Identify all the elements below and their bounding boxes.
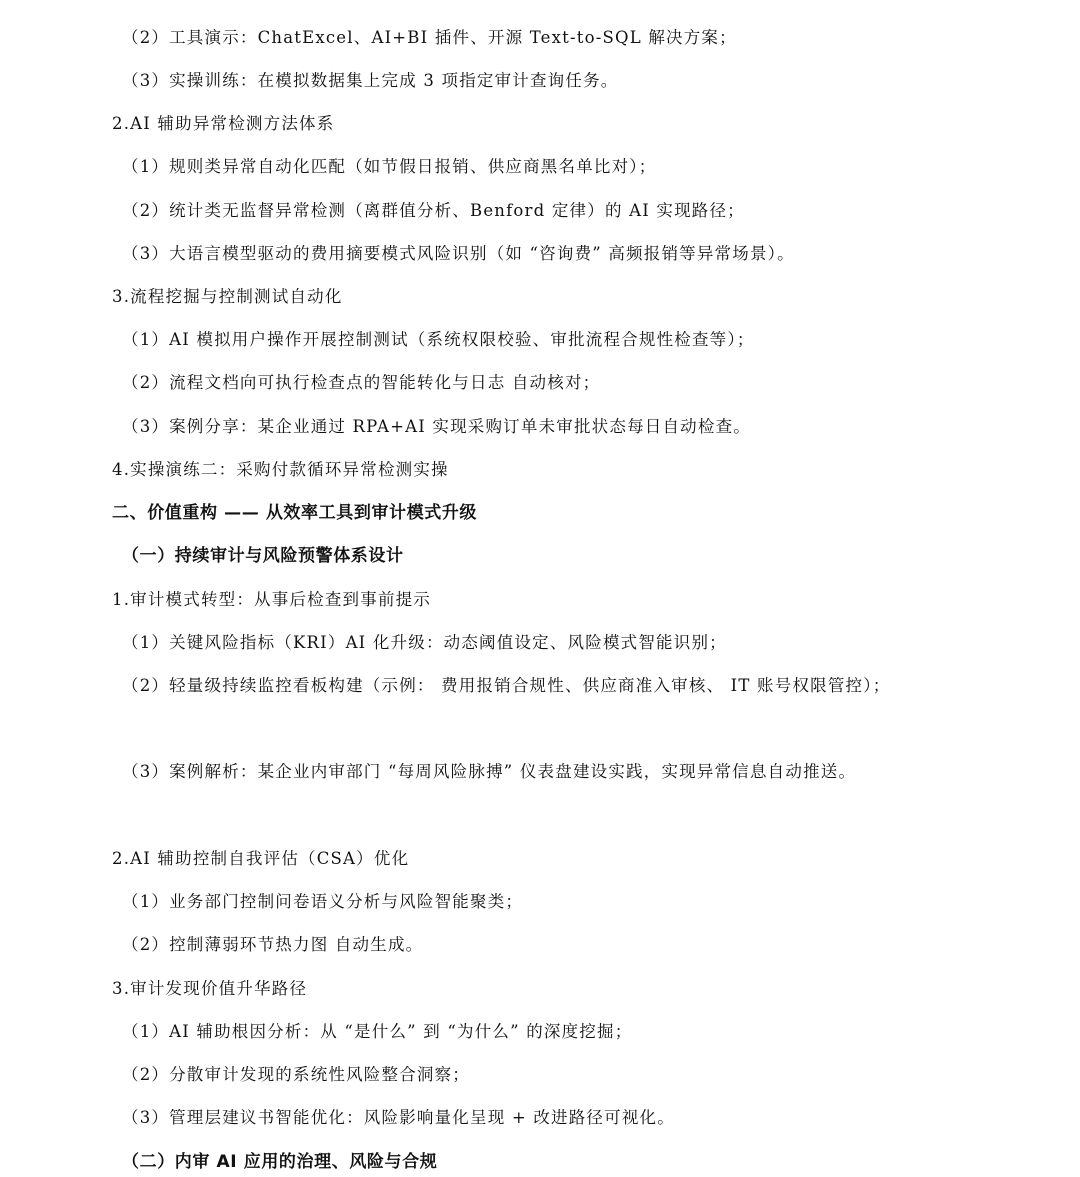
text-line: （1）AI 模拟用户操作开展控制测试（系统权限校验、审批流程合规性检查等）； <box>122 330 755 349</box>
text-line: （2）流程文档向可执行检查点的智能转化与日志 自动核对； <box>122 373 601 392</box>
text-line: （1）规则类异常自动化匹配（如节假日报销、供应商黑名单比对）； <box>122 157 657 176</box>
section-heading: 3.审计发现价值升华路径 <box>112 979 308 998</box>
section-heading: 2.AI 辅助异常检测方法体系 <box>112 114 335 133</box>
chapter-heading: 二、价值重构 —— 从效率工具到审计模式升级 <box>112 503 478 523</box>
text-line: （1）关键风险指标（KRI）AI 化升级：动态阈值设定、风险模式智能识别； <box>122 633 727 652</box>
text-line: （2）轻量级持续监控看板构建（示例： 费用报销合规性、供应商准入审核、 IT 账号权限管控）； <box>122 676 891 695</box>
text-line: （3）实操训练：在模拟数据集上完成 3 项指定审计查询任务。 <box>122 71 619 90</box>
text-line: （1）业务部门控制问卷语义分析与风险智能聚类； <box>122 892 524 911</box>
text-line: （3）案例解析：某企业内审部门 “每周风险脉搏” 仪表盘建设实践，实现异常信息自动推送。 <box>122 762 857 781</box>
section-heading: 1.审计模式转型：从事后检查到事前提示 <box>112 590 432 609</box>
subchapter-heading: （一）持续审计与风险预警体系设计 <box>122 546 404 566</box>
section-heading: 4.实操演练二：采购付款循环异常检测实操 <box>112 460 449 479</box>
subchapter-heading: （二）内审 AI 应用的治理、风险与合规 <box>122 1152 438 1172</box>
text-line: （2）统计类无监督异常检测（离群值分析、Benford 定律）的 AI 实现路径； <box>122 201 745 220</box>
text-line: （3）管理层建议书智能优化：风险影响量化呈现 + 改进路径可视化。 <box>122 1108 675 1127</box>
text-line: （3）案例分享：某企业通过 RPA+AI 实现采购订单未审批状态每日自动检查。 <box>122 417 751 436</box>
text-line: （2）工具演示：ChatExcel、AI+BI 插件、开源 Text-to-SQL 解决方案； <box>122 28 737 47</box>
text-line: （2）控制薄弱环节热力图 自动生成。 <box>122 935 424 954</box>
text-line: （3）大语言模型驱动的费用摘要模式风险识别（如 “咨询费” 高频报销等异常场景）。 <box>122 244 795 263</box>
section-heading: 2.AI 辅助控制自我评估（CSA）优化 <box>112 849 410 868</box>
text-line: （1）AI 辅助根因分析：从 “是什么” 到 “为什么” 的深度挖掘； <box>122 1022 633 1041</box>
text-line: （2）分散审计发现的系统性风险整合洞察； <box>122 1065 470 1084</box>
section-heading: 3.流程挖掘与控制测试自动化 <box>112 287 343 306</box>
